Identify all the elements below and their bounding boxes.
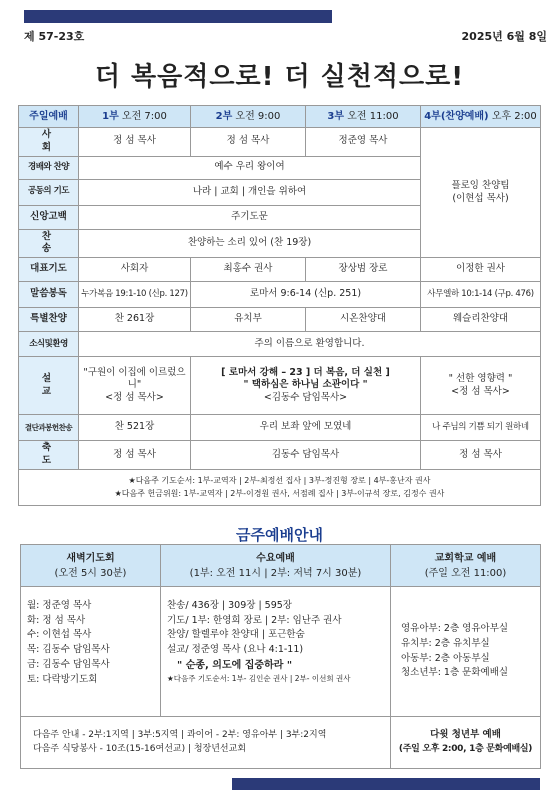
dawn-list (21, 587, 161, 717)
rep-prayer-label: 대표기도 (19, 258, 79, 282)
notes-row (19, 469, 541, 505)
wednesday-next-note: ★다음주 기도순서: 1부- 김인순 권사 | 2부- 이선희 권사 (167, 674, 351, 684)
blessing-label: 축도 (19, 441, 79, 470)
rep-prayer-4: 이정한 권사 (421, 258, 541, 282)
hymn-value: 찬양하는 소리 있어 (찬 19장) (79, 229, 421, 258)
sermon-row (19, 357, 541, 415)
offering-row (19, 415, 541, 441)
presider-1: 정 섬 목사 (79, 128, 191, 157)
dawn-item: 화: 정 섬 목사 (27, 614, 86, 626)
sermon-2-speaker: <김동수 담임목사> (263, 392, 348, 404)
sermon-1 (79, 357, 191, 415)
next-week-offering-note: ★다음주 헌금위원: 1부-교역자 | 2부-이경원 권사, 서점례 집사 | 3부-이규석 장로, 김정수 권사 (114, 489, 445, 499)
next-week-kitchen: 다음주 식당봉사 - 10조(15-16여선교) | 청장년선교회 (33, 743, 247, 754)
school-item: 유치부: 2층 유치부실 (401, 637, 490, 649)
top-accent-bar (24, 10, 332, 23)
service-3-header: 3부 오전 11:00 (306, 106, 421, 128)
presider-row (19, 128, 541, 157)
wednesday-item: 설교/ 정준영 목사 (요나 4:1-11) (167, 644, 304, 656)
dawn-item: 금: 김동수 담임목사 (27, 658, 110, 670)
wednesday-list (161, 587, 391, 717)
sermon-4-title: " 선한 영향력 " (448, 372, 513, 384)
special-4: 웨슬리찬양대 (421, 308, 541, 332)
special-label: 특별찬양 (19, 308, 79, 332)
sermon-4-speaker: <정 섬 목사> (451, 385, 510, 397)
school-item: 청소년부: 1층 문화예배실 (401, 667, 509, 679)
next-week-prayer-note: ★다음주 기도순서: 1부-교역자 | 2부-최정선 집사 | 3부-정진형 장로 | 4부-홍난자 권사 (128, 475, 431, 485)
fourth-service-leader (421, 128, 541, 258)
reading-23: 로마서 9:6-14 (신p. 251) (191, 282, 421, 308)
service-4-header: 4부(찬양예배) 오후 2:00 (421, 106, 541, 128)
prayer-label: 공동의 기도 (19, 179, 79, 205)
service-2-header: 2부 오전 9:00 (191, 106, 306, 128)
school-header (391, 545, 541, 587)
youth-time: (주일 오후 2:00, 1층 문화예배실) (398, 743, 533, 754)
youth-worship (391, 717, 541, 769)
weekly-worship-table (20, 544, 541, 769)
praise-label: 경배와 찬양 (19, 156, 79, 179)
prayer-value: 나라 | 교회 | 개인을 위하여 (79, 179, 421, 205)
hymn-label: 찬송 (19, 229, 79, 258)
praise-value: 예수 우리 왕이여 (79, 156, 421, 179)
dawn-title: 새벽기도회 (66, 552, 115, 564)
bottom-accent-bar (232, 778, 540, 790)
school-time: (주일 오전 11:00) (424, 567, 507, 579)
week-section-title: 금주예배안내 (236, 526, 323, 544)
week-body-row (21, 587, 541, 717)
school-title: 교회학교 예배 (434, 552, 497, 564)
blessing-row (19, 441, 541, 470)
offering-4: 나 주님의 기쁨 되기 원하네 (421, 415, 541, 441)
presider-2: 정 섬 목사 (191, 128, 306, 157)
sermon-2-title: " 택하심은 하나님 소관이다 " (243, 379, 368, 391)
school-item: 아동부: 2층 아동부실 (401, 652, 490, 664)
school-item: 영유아부: 2층 영유아부실 (401, 623, 509, 635)
special-2: 유치부 (191, 308, 306, 332)
welcome-label: 소식및환영 (19, 332, 79, 357)
sermon-23 (191, 357, 421, 415)
youth-title: 다윗 청년부 예배 (430, 729, 501, 741)
special-1: 찬 261장 (79, 308, 191, 332)
welcome-value: 주의 이름으로 환영합니다. (79, 332, 541, 357)
sermon-4 (421, 357, 541, 415)
sermon-series: [ 로마서 강해 – 23 ] 더 복음, 더 실천 ] (221, 366, 390, 378)
rep-prayer-row (19, 258, 541, 282)
wednesday-header (161, 545, 391, 587)
week-footer-row (21, 717, 541, 769)
service-1-header: 1부 오전 7:00 (79, 106, 191, 128)
creed-value: 주기도문 (79, 205, 421, 229)
next-week-info (21, 717, 391, 769)
sermon-label: 설교 (19, 357, 79, 415)
fourth-leader-team: 플로잉 찬양팀 (451, 179, 510, 191)
presider-3: 정준영 목사 (306, 128, 421, 157)
rep-prayer-3: 장상범 장로 (306, 258, 421, 282)
dawn-header (21, 545, 161, 587)
reading-1: 누가복음 19:1-10 (신p. 127) (79, 282, 191, 308)
wednesday-item: 찬양/ 할렐루야 찬양대 | 포근한숨 (167, 629, 305, 641)
reading-row (19, 282, 541, 308)
offering-label: 결단과봉헌찬송 (19, 415, 79, 441)
sunday-schedule-table (18, 105, 541, 506)
welcome-row (19, 332, 541, 357)
rep-prayer-2: 최홍수 권사 (191, 258, 306, 282)
dawn-item: 목: 김동수 담임목사 (27, 644, 110, 656)
issue-number: 제 57-23호 (24, 30, 85, 43)
next-week-notes (19, 469, 541, 505)
special-row (19, 308, 541, 332)
blessing-1: 정 섬 목사 (79, 441, 191, 470)
offering-23: 우리 보좌 앞에 모였네 (191, 415, 421, 441)
dawn-time: (오전 5시 30분) (54, 567, 127, 579)
schedule-corner: 주일예배 (19, 106, 79, 128)
week-header-row (21, 545, 541, 587)
wednesday-item: 기도/ 1부: 한영희 장로 | 2부: 임난주 권사 (167, 614, 342, 626)
sermon-1-title: "구원이 이집에 이르렀으니" (83, 366, 186, 391)
offering-1: 찬 521장 (79, 415, 191, 441)
special-3: 시온찬양대 (306, 308, 421, 332)
wednesday-item: 찬송/ 436장 | 309장 | 595장 (167, 600, 292, 611)
wednesday-title: 수요예배 (256, 552, 295, 564)
creed-label: 신앙고백 (19, 205, 79, 229)
page-headline: 더 복음적으로! 더 실천적으로! (94, 62, 465, 92)
next-week-guide: 다음주 안내 - 2부:1지역 | 3부:5지역 | 콰이어 - 2부: 영유아부 | 3부:2지역 (33, 729, 327, 740)
fourth-leader-pastor: (이현섭 목사) (452, 192, 509, 204)
sermon-1-speaker: <정 섬 목사> (105, 392, 164, 404)
dawn-item: 월: 정준영 목사 (27, 600, 92, 611)
dawn-item: 토: 다락방기도회 (27, 673, 98, 685)
wednesday-time: (1부: 오전 11시 | 2부: 저녁 7시 30분) (189, 567, 362, 579)
bulletin-date: 2025년 6월 8일 (461, 30, 547, 43)
presider-label: 사회 (19, 128, 79, 157)
schedule-header-row (19, 106, 541, 128)
blessing-23: 김동수 담임목사 (191, 441, 421, 470)
blessing-4: 정 섬 목사 (421, 441, 541, 470)
reading-4: 사무엘하 10:1-14 (구p. 476) (421, 282, 541, 308)
rep-prayer-1: 사회자 (79, 258, 191, 282)
school-list (391, 587, 541, 717)
dawn-item: 수: 이현섭 목사 (27, 629, 92, 641)
wednesday-sermon-title: " 순종, 의도에 집중하라 " (177, 659, 293, 671)
reading-label: 말씀봉독 (19, 282, 79, 308)
